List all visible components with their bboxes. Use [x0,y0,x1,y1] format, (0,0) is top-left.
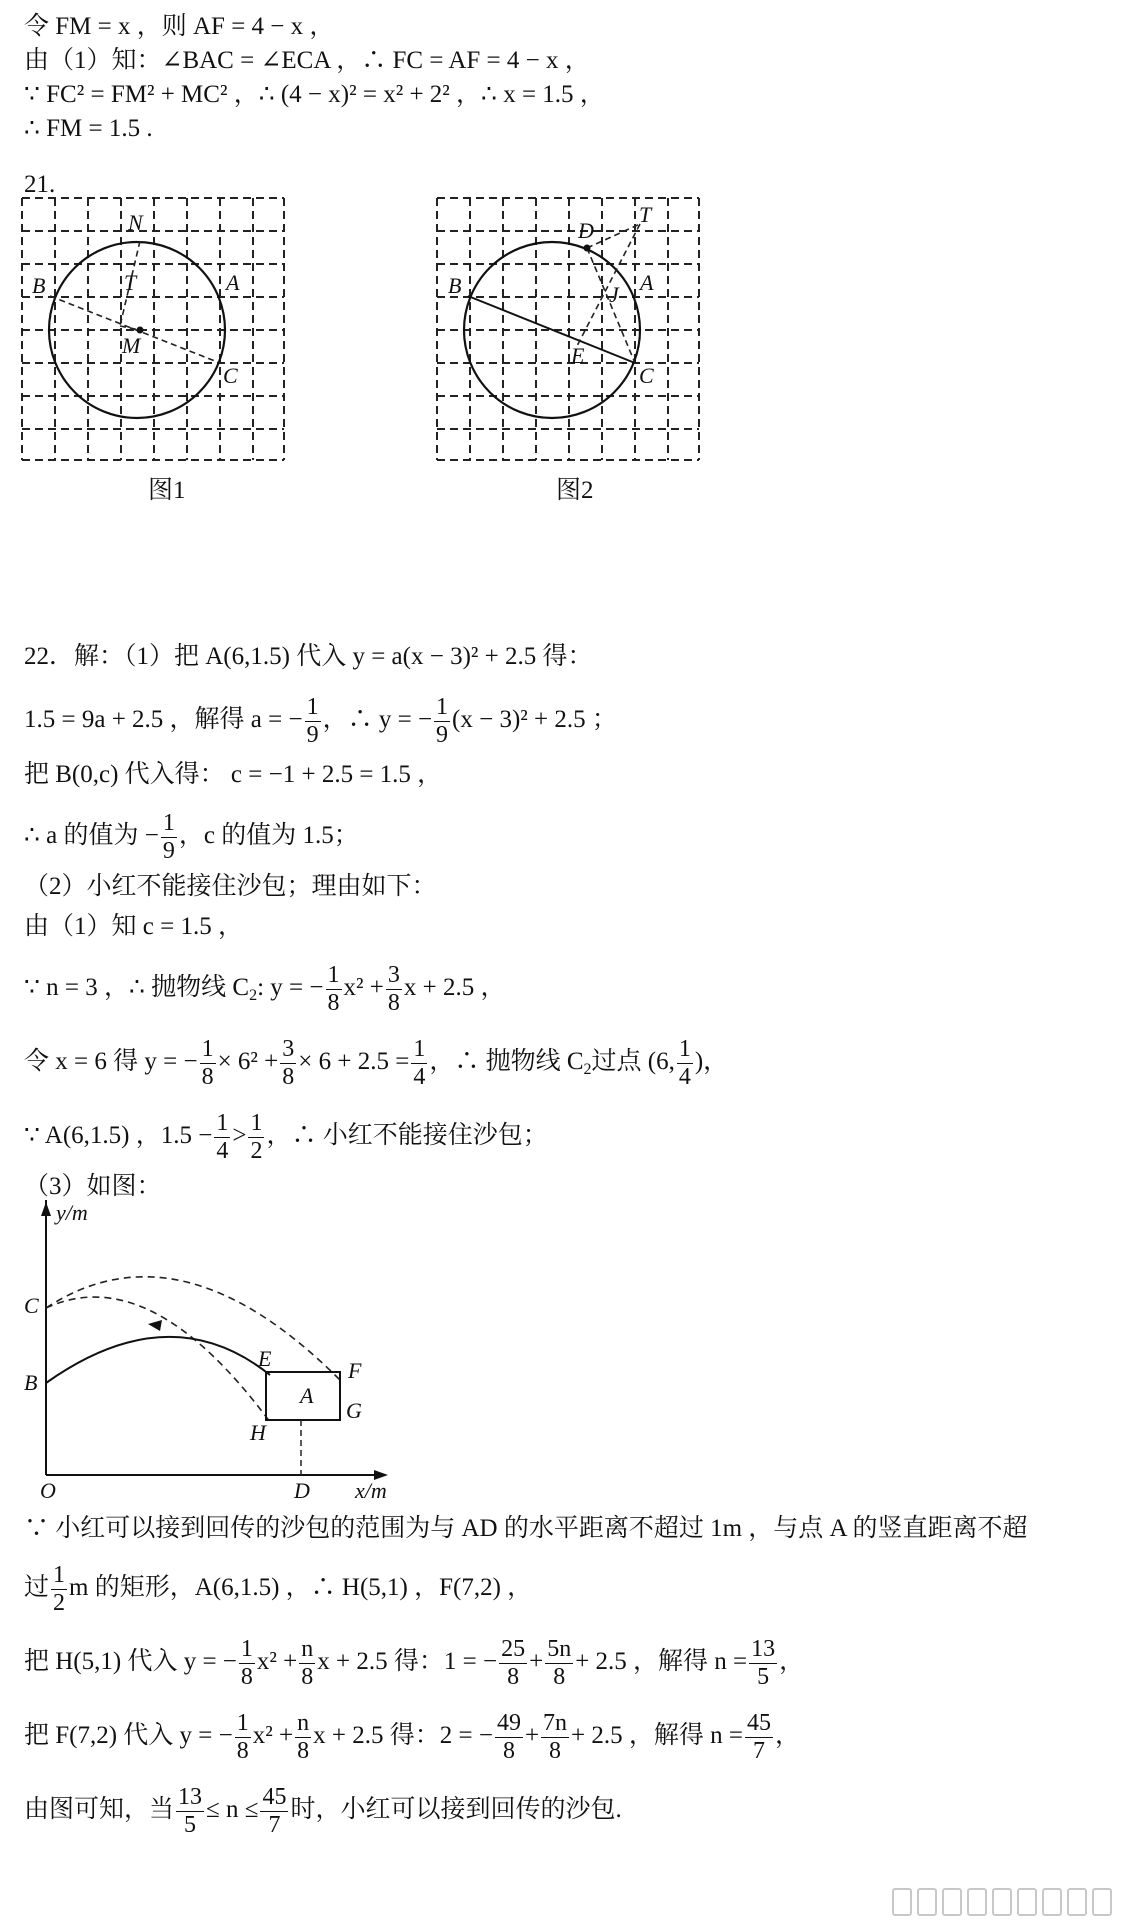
fig2-label-D: D [578,218,594,243]
q22-line-3: 把 B(0,c) 代入得： c = −1 + 2.5 = 1.5 ， [24,761,443,788]
q22-line-12: 过 $\frac{1}{2}$ m 的矩形，A(6,1.5) ，∴ H(5,1) ，F(7,2) ， [24,1562,533,1616]
figure-2-caption: 图2 [556,477,594,504]
page-indicator-dot[interactable] [1017,1888,1037,1916]
fig3-label-G: G [346,1398,362,1423]
page-indicator-dot[interactable] [1067,1888,1087,1916]
page-indicator-dot[interactable] [917,1888,937,1916]
fig2-label-E: E [571,343,585,368]
text-line-3: ∵ FC² = FM² + MC² ，∴ (4 − x)² = x² + 2² ，∴ x = 1.5 ， [24,81,605,108]
page-indicator-dot[interactable] [1092,1888,1112,1916]
q22-line-7: ∵ n = 3 ，∴ 抛物线 $C_2$: y = − $\frac{1}{8}$ x² + $\frac{3}{8}$ x + 2.5 ， [24,962,506,1016]
q22-line-14: 把 F(7,2) 代入 y = − $\frac{1}{8}$ x² + $\frac{n}{8}$ x + 2.5 得：2 = − $\frac{49}{8}$ + $\frac{7n}{8}$ + 2.5 ，解得 n = $\frac{45}{7}$ ， [24,1710,801,1764]
q22-line-13: 把 H(5,1) 代入 y = − $\frac{1}{8}$ x² + $\frac{n}{8}$ x + 2.5 得：1 = − $\frac{25}{8}$ + $\frac{5n}{8}$ + 2.5 ，解得 n = $\frac{13}{5}$ ， [24,1636,805,1690]
figure-2-grid-circle [435,196,705,466]
q22-line-6: 由（1）知 c = 1.5 ， [24,913,243,940]
figure-3-parabola-graph [20,1200,400,1500]
page-indicator-dot[interactable] [967,1888,987,1916]
fig2-label-T: T [639,202,652,227]
page-indicator-dot[interactable] [942,1888,962,1916]
fig1-label-T: T [124,270,137,295]
fig1-label-B: B [32,273,46,298]
q22-line-15: 由图可知，当 $\frac{13}{5}$ ≤ n ≤ $\frac{45}{7}$ 时，小红可以接到回传的沙包. [24,1784,622,1838]
q22-line-2: 1.5 = 9a + 2.5 ，解得 a = − $\frac{1}{9}$ ，∴ y = − $\frac{1}{9}$ (x − 3)² + 2.5 ； [24,694,617,748]
fig2-label-B: B [448,273,462,298]
fig2-label-J: J [609,282,619,307]
fig3-label-H: H [250,1420,266,1445]
fig3-label-O: O [40,1478,56,1500]
fig1-label-A: A [226,270,240,295]
fig1-label-N: N [128,210,143,235]
q22-line-1: 22．解：（1）把 A(6,1.5) 代入 y = a(x − 3)² + 2.5 得： [24,643,593,670]
fig3-label-F: F [348,1358,362,1383]
page-indicator-dot[interactable] [992,1888,1012,1916]
fig3-label-E: E [258,1346,272,1371]
q22-line-9: ∵ A(6,1.5) ，1.5 − $\frac{1}{4}$ > $\frac{1}{2}$ ，∴ 小红不能接住沙包； [24,1110,548,1164]
fig2-label-A: A [640,270,654,295]
page-indicator-dot[interactable] [892,1888,912,1916]
fig1-label-M: M [122,333,141,358]
fig3-label-B: B [24,1370,38,1395]
fig3-label-D: D [294,1478,310,1500]
fig3-label-A: A [300,1383,314,1408]
figure-1-caption: 图1 [148,477,186,504]
figure-1-grid-circle [20,196,290,466]
text-line-2: 由（1）知：∠BAC = ∠ECA ，∴ FC = AF = 4 − x ， [24,47,590,74]
question-21-number: 21. [24,171,56,198]
fig3-y-axis-label: y/m [56,1200,88,1225]
q22-line-11: ∵ 小红可以接到回传的沙包的范围为与 AD 的水平距离不超过 1m ，与点 A 的竖直距离不超 [24,1515,1028,1542]
fig2-label-C: C [639,363,654,388]
fig3-x-axis-label: x/m [355,1478,387,1500]
q22-line-10: （3）如图： [24,1173,162,1200]
text-line-4: ∴ FM = 1.5 . [24,115,153,142]
text-line-1: 令 FM = x ，则 AF = 4 − x ， [24,13,335,40]
page-indicator-dot[interactable] [1042,1888,1062,1916]
q22-line-5: （2）小红不能接住沙包；理由如下： [24,873,437,900]
fig3-label-C: C [24,1293,39,1318]
q22-line-8: 令 x = 6 得 y = − $\frac{1}{8}$ × 6² + $\frac{3}{8}$ × 6 + 2.5 = $\frac{1}{4}$ ，∴ 抛物线 $C_2$过点 (6, $\frac{1}{4}$ )， [24,1036,729,1090]
page-indicator [887,1888,1112,1921]
fig1-label-C: C [223,363,238,388]
q22-line-4: ∴ a 的值为 − $\frac{1}{9}$ ，c 的值为 1.5； [24,810,359,864]
